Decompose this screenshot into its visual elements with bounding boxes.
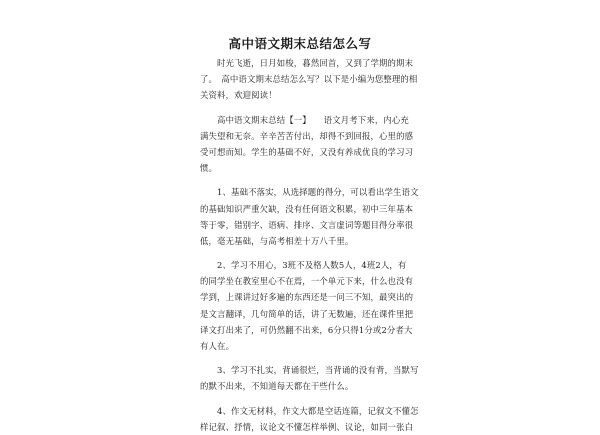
document-body <box>200 55 419 435</box>
text-line: 了。 高中语文期末总结怎么写？以下是小编为您整理的相 <box>200 74 418 85</box>
paragraph-point-four <box>200 403 419 435</box>
text-line: 惯。 <box>200 163 218 174</box>
text-line: 时光飞逝，日月如梭，暮然回首，又到了学期的期末 <box>200 58 414 68</box>
text-line: 低，毫无基础，与高考相差十万八千里。 <box>200 235 354 246</box>
text-line: 译文打出来了，可仍然翻不出来，6分只得1分或2分者大 <box>200 324 413 335</box>
text-line: 是文言翻译，几句简单的话，讲了无数遍，还在课件里把 <box>200 308 414 319</box>
text-line: 的同学坐在教室里心不在焉，一个单元下来，什么也没有 <box>200 276 414 287</box>
paragraph-summary-one <box>200 112 414 177</box>
paragraph-intro <box>200 55 418 104</box>
text-line: 样记叙、抒情，议论文不懂怎样举例、议论，如同一张白 <box>200 421 414 432</box>
text-line: 学到，上课讲过好多遍的东西还是一问三不知，最突出的 <box>200 292 414 303</box>
paragraph-point-three <box>200 362 419 394</box>
text-line: 3、学习不扎实，背诵很烂，当背诵的没有背，当默写 <box>200 365 419 376</box>
paragraph-point-two <box>200 257 414 354</box>
text-line: 有人在。 <box>200 341 235 351</box>
document-title: 高中语文期末总结怎么写 <box>228 36 372 51</box>
paragraph-point-one <box>200 184 419 249</box>
text-line: 高中语文期末总结【一】 语文月考下来，内心充 <box>200 114 409 125</box>
text-line: 的默不出来，不知道每天都在干些什么。 <box>200 381 354 392</box>
text-line: 等于零，错别字、语病、排序、文言虚词等题目得分率很 <box>200 219 414 230</box>
text-line: 4、作文无材料，作文大都是空话连篇，记叙文不懂怎 <box>200 405 419 416</box>
text-line: 满失望和无奈。辛辛苦苦付出，却得不到回报，心里的感 <box>200 130 414 141</box>
text-line: 2、学习不用心，3班不及格人数5人，4班2人，有 <box>200 260 407 271</box>
text-line: 关资料，欢迎阅读！ <box>200 90 277 101</box>
text-line: 的基础知识严重欠缺，没有任何语文积累，初中三年基本 <box>200 203 414 214</box>
text-line: 受可想而知。学生的基础不好，又没有养成优良的学习习 <box>200 146 414 157</box>
text-line: 1、基础不落实，从选择题的得分，可以看出学生语文 <box>200 187 419 198</box>
